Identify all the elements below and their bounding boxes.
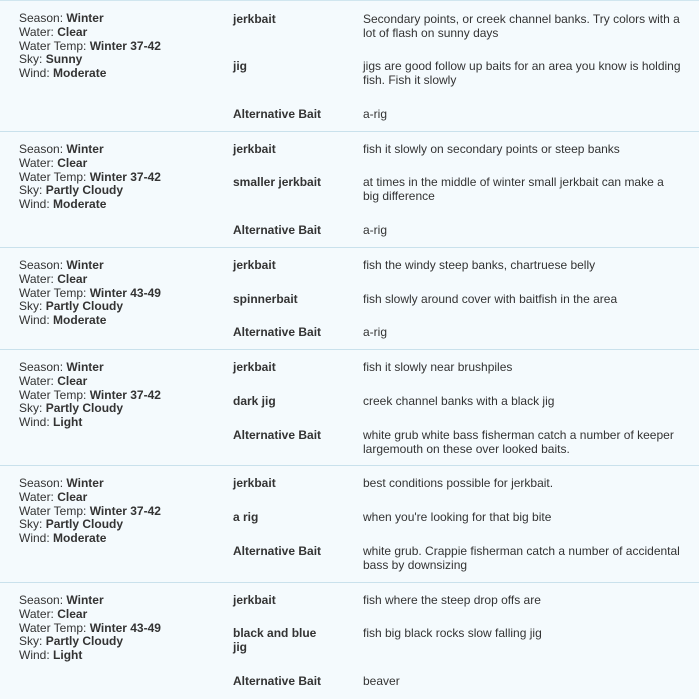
season-value: Winter — [66, 593, 104, 607]
season-value: Winter — [66, 142, 104, 156]
water-temp-value: Winter 43-49 — [89, 285, 161, 300]
bait-note: a-rig — [363, 223, 388, 237]
bait-name: spinnerbait — [233, 292, 298, 306]
bait-name: jerkbait — [233, 593, 276, 607]
bait-name: jerkbait — [233, 12, 276, 26]
conditions-block — [19, 477, 161, 546]
water-temp-line: Water Temp: Winter 37-42 — [19, 169, 161, 184]
water-temp-line: Water Temp: Winter 43-49 — [19, 285, 161, 300]
sky-value: Partly Cloudy — [45, 517, 124, 532]
bait-name: Alternative Bait — [233, 107, 322, 121]
bait-name: smaller jerkbait — [233, 175, 322, 189]
water-value: Clear — [57, 489, 88, 504]
condition-section — [0, 466, 699, 583]
season-line: Season: Winter — [19, 11, 104, 25]
wind-line: Wind: Moderate — [19, 531, 107, 546]
season-value: Winter — [66, 11, 104, 25]
water-value: Clear — [57, 271, 88, 286]
bait-name: jerkbait — [233, 142, 276, 156]
season-value: Winter — [66, 258, 104, 272]
bait-note: beaver — [363, 674, 400, 688]
sky-line: Sky: Sunny — [19, 52, 83, 67]
bait-note: fish where the steep drop offs are — [363, 593, 541, 607]
bait-note: creek channel banks with a black jig — [363, 394, 555, 408]
bait-note: a-rig — [363, 325, 388, 339]
season-line: Season: Winter — [19, 142, 104, 156]
wind-line: Wind: Light — [19, 415, 83, 430]
wind-value: Moderate — [53, 197, 107, 212]
bait-note: a-rig — [363, 107, 388, 121]
bait-note: when you're looking for that big bite — [363, 510, 552, 524]
water-value: Clear — [57, 155, 88, 170]
wind-value: Light — [53, 648, 83, 663]
sky-line: Sky: Partly Cloudy — [19, 299, 124, 314]
water-line: Water: Clear — [19, 489, 88, 504]
water-temp-value: Winter 37-42 — [89, 503, 161, 518]
conditions-block — [19, 143, 161, 212]
bait-name: jerkbait — [233, 258, 276, 272]
season-line: Season: Winter — [19, 258, 104, 272]
bait-name: Alternative Bait — [233, 544, 322, 558]
condition-section — [0, 583, 699, 699]
bait-name: Alternative Bait — [233, 428, 322, 442]
season-line: Season: Winter — [19, 360, 104, 374]
water-temp-value: Winter 37-42 — [89, 387, 161, 402]
wind-line: Wind: Light — [19, 648, 83, 663]
bait-note: white grub white bass fisherman catch a number of keeper largemouth on these over looked baits. — [363, 428, 674, 456]
sky-line: Sky: Partly Cloudy — [19, 517, 124, 532]
water-temp-value: Winter 37-42 — [89, 169, 161, 184]
bait-note: at times in the middle of winter small jerkbait can make a big difference — [363, 175, 664, 203]
bait-name: black and blue jig — [233, 626, 317, 654]
season-value: Winter — [66, 360, 104, 374]
sky-value: Sunny — [45, 52, 83, 67]
bait-note: white grub. Crappie fisherman catch a number of accidental bass by downsizing — [363, 544, 680, 572]
water-line: Water: Clear — [19, 606, 88, 621]
bait-name: dark jig — [233, 394, 276, 408]
water-temp-line: Water Temp: Winter 43-49 — [19, 620, 161, 635]
sky-line: Sky: Partly Cloudy — [19, 401, 124, 416]
condition-section — [0, 1, 699, 132]
water-line: Water: Clear — [19, 373, 88, 388]
water-line: Water: Clear — [19, 24, 88, 39]
water-line: Water: Clear — [19, 271, 88, 286]
bait-name: Alternative Bait — [233, 325, 322, 339]
sky-value: Partly Cloudy — [45, 634, 124, 649]
conditions-block — [19, 594, 161, 663]
season-line: Season: Winter — [19, 593, 104, 607]
bait-note: fish the windy steep banks, chartruese belly — [363, 258, 596, 272]
wind-value: Moderate — [53, 66, 107, 81]
conditions-block — [19, 361, 161, 430]
bait-note: best conditions possible for jerkbait. — [363, 476, 554, 490]
water-line: Water: Clear — [19, 155, 88, 170]
sky-line: Sky: Partly Cloudy — [19, 634, 124, 649]
water-value: Clear — [57, 606, 88, 621]
bait-name: jerkbait — [233, 360, 276, 374]
sky-value: Partly Cloudy — [45, 299, 124, 314]
water-temp-line: Water Temp: Winter 37-42 — [19, 503, 161, 518]
wind-value: Moderate — [53, 531, 107, 546]
condition-section — [0, 350, 699, 466]
bait-note: jigs are good follow up baits for an area you know is holding fish. Fish it slowly — [363, 59, 681, 87]
water-temp-line: Water Temp: Winter 37-42 — [19, 387, 161, 402]
bait-name: Alternative Bait — [233, 223, 322, 237]
sky-value: Partly Cloudy — [45, 183, 124, 198]
conditions-block — [19, 12, 161, 81]
sky-line: Sky: Partly Cloudy — [19, 183, 124, 198]
water-value: Clear — [57, 373, 88, 388]
water-temp-line: Water Temp: Winter 37-42 — [19, 38, 161, 53]
condition-section — [0, 132, 699, 248]
wind-value: Light — [53, 415, 83, 430]
water-temp-value: Winter 43-49 — [89, 620, 161, 635]
conditions-block — [19, 259, 161, 328]
bait-name: Alternative Bait — [233, 674, 322, 688]
wind-value: Moderate — [53, 313, 107, 328]
bait-note: fish slowly around cover with baitfish in the area — [363, 292, 618, 306]
bait-note: fish it slowly near brushpiles — [363, 360, 513, 374]
wind-line: Wind: Moderate — [19, 197, 107, 212]
sky-value: Partly Cloudy — [45, 401, 124, 416]
bait-note: fish it slowly on secondary points or steep banks — [363, 142, 620, 156]
bait-note: Secondary points, or creek channel banks. Try colors with a lot of flash on sunny days — [363, 12, 680, 40]
wind-line: Wind: Moderate — [19, 66, 107, 81]
bait-name: jig — [233, 59, 247, 73]
bait-note: fish big black rocks slow falling jig — [363, 626, 542, 640]
bait-name: jerkbait — [233, 476, 276, 490]
water-value: Clear — [57, 24, 88, 39]
bait-name: a rig — [233, 510, 259, 524]
season-line: Season: Winter — [19, 476, 104, 490]
condition-section — [0, 248, 699, 350]
water-temp-value: Winter 37-42 — [89, 38, 161, 53]
wind-line: Wind: Moderate — [19, 313, 107, 328]
season-value: Winter — [66, 476, 104, 490]
